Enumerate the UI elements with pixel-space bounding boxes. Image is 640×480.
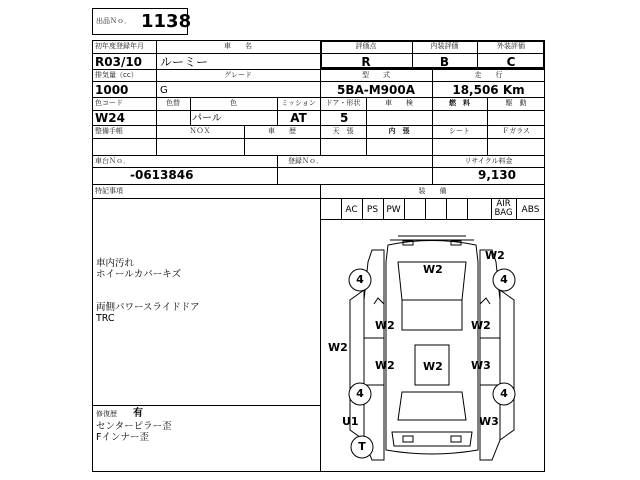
equipment-label: 装 備 — [418, 187, 447, 195]
doors-label: ドア・形状 — [325, 99, 361, 107]
car-history-label: 車 歴 — [268, 127, 296, 135]
mileage-label: 走 行 — [474, 71, 503, 79]
interior-score-value: B — [439, 55, 450, 69]
notes-label: 特記事項 — [95, 187, 123, 195]
grade-value: G — [160, 85, 168, 96]
damage-left-front-door: W2 — [375, 319, 395, 332]
mission-value: AT — [290, 111, 307, 125]
spare-tire-label: T — [358, 440, 366, 453]
chassis-label: 車台Ｎｏ． — [95, 157, 130, 165]
repair-history-value: 有 — [133, 408, 143, 419]
displacement-value: 1000 — [95, 83, 129, 97]
car-diagram — [320, 219, 545, 472]
color-code-label: 色コード — [95, 99, 123, 107]
drive-label: 駆 動 — [505, 99, 527, 107]
mileage-value: 18,506 Km — [452, 83, 525, 97]
tire-front-right-label: 4 — [500, 273, 508, 286]
seat-label: シート — [449, 127, 470, 135]
model-value: 5BA-M900A — [336, 83, 416, 97]
first-reg-value: R03/10 — [95, 55, 143, 69]
note-line: TRC — [96, 313, 115, 324]
front-glass-label: Ｆガラス — [502, 127, 530, 135]
ceiling-label: 天 張 — [332, 127, 354, 135]
note-line: 車内汚れ — [96, 258, 135, 269]
chassis-value: -0613846 — [130, 168, 194, 182]
repair-line: Fインナー歪 — [96, 432, 149, 443]
color-label: 色 — [230, 99, 237, 107]
recycle-fee-label: リサイクル料金 — [464, 157, 513, 165]
equipment-airbag: AIR BAG — [494, 199, 513, 218]
tire-rear-left-label: 4 — [356, 387, 364, 400]
first-reg-label: 初年度登録年月 — [95, 42, 144, 50]
displacement-label: 排気量（cc） — [95, 71, 138, 79]
equipment-ac: AC — [345, 205, 358, 215]
equipment-ps: PS — [366, 205, 379, 215]
fuel-label: 燃 料 — [449, 99, 470, 107]
tire-rear-right-label: 4 — [500, 387, 508, 400]
score-value: R — [361, 55, 371, 69]
interior-trim-label: 内 張 — [388, 127, 410, 135]
damage-left-rear-quarter: U1 — [342, 415, 359, 428]
doors-value: 5 — [340, 111, 349, 125]
damage-rear-right: W3 — [479, 415, 499, 428]
exterior-score-value: C — [506, 55, 516, 69]
score-label: 評価点 — [355, 42, 377, 50]
note-line: 両側パワースライドドア — [96, 302, 200, 313]
registration-label: 登録Ｎｏ． — [288, 157, 323, 165]
repair-history-label: 修復歴 — [96, 410, 117, 418]
note-line: ホイールカバーキズ — [96, 269, 182, 280]
repair-line: センターピラー歪 — [96, 421, 172, 432]
damage-front-right: W2 — [485, 249, 505, 262]
damage-right-rear: W3 — [471, 359, 491, 372]
damage-center: W2 — [423, 360, 443, 373]
grade-label: グレード — [224, 71, 252, 79]
mission-label: ミッション — [281, 99, 316, 107]
lot-number: 1138 — [141, 11, 192, 32]
interior-score-label: 内装評価 — [430, 42, 459, 50]
color-change-label: 色替 — [166, 99, 180, 107]
tire-front-left-label: 4 — [356, 273, 364, 286]
exterior-score-label: 外装評価 — [497, 42, 525, 50]
damage-roof: W2 — [423, 263, 443, 276]
equipment-abs: ABS — [521, 205, 540, 215]
service-book-label: 整備手帳 — [95, 127, 123, 135]
damage-left-side: W2 — [328, 341, 348, 354]
car-name-value: ルーミー — [160, 55, 209, 69]
equipment-pw: PW — [386, 205, 401, 215]
inspection-label: 車 検 — [385, 99, 413, 107]
color-code-value: W24 — [95, 111, 125, 125]
model-label: 型 式 — [362, 71, 390, 79]
color-value: パール — [192, 113, 222, 124]
recycle-fee-value: 9,130 — [478, 168, 516, 182]
damage-left-rear-door: W2 — [375, 359, 395, 372]
lot-number-label: 出品Ｎｏ． — [96, 17, 131, 25]
car-name-label: 車 名 — [224, 42, 252, 50]
damage-right-front-door: W2 — [471, 319, 491, 332]
nox-label: ＮＯＸ — [189, 127, 211, 135]
